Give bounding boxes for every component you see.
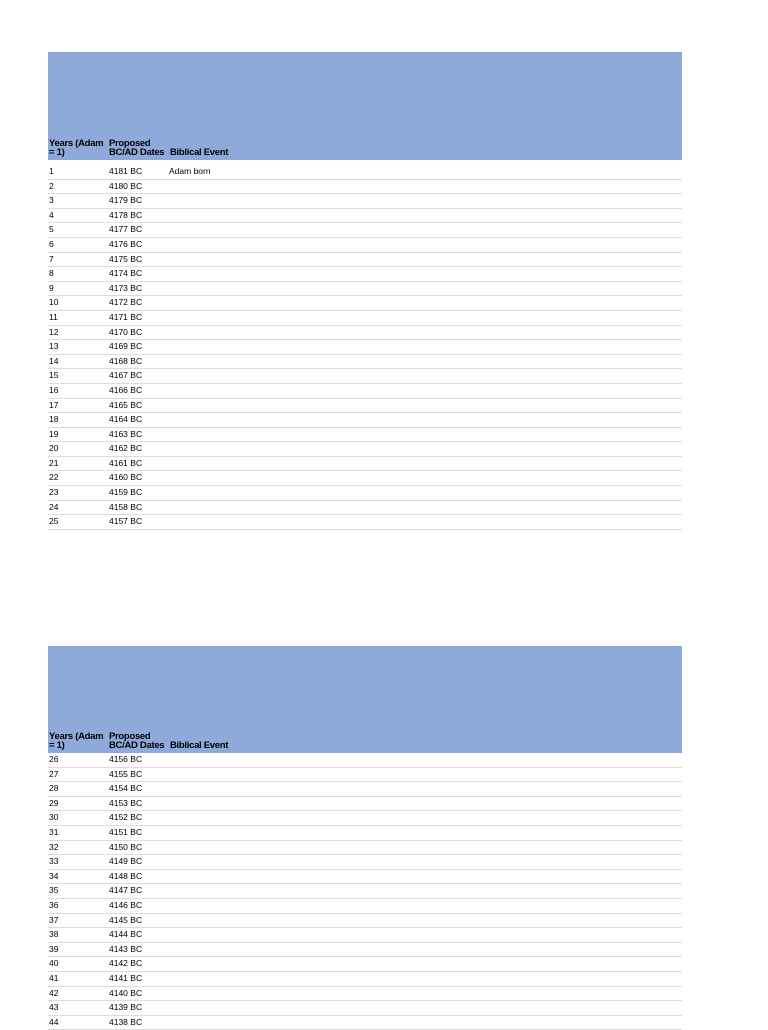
table-row bbox=[48, 870, 682, 885]
table-row bbox=[48, 223, 682, 238]
table-row bbox=[48, 442, 682, 457]
cell-year: 11 bbox=[49, 311, 58, 322]
cell-year: 26 bbox=[49, 754, 59, 764]
cell-date: 4173 BC bbox=[109, 282, 143, 293]
column-header-event: Biblical Event bbox=[170, 740, 229, 751]
cell-year: 19 bbox=[49, 428, 59, 439]
table-row bbox=[48, 753, 682, 768]
table-row bbox=[48, 486, 682, 501]
table-row bbox=[48, 515, 682, 530]
table-row bbox=[48, 1001, 682, 1016]
cell-date: 4169 BC bbox=[109, 341, 143, 352]
cell-date: 4153 BC bbox=[109, 797, 143, 808]
table-row bbox=[48, 194, 682, 209]
cell-year: 33 bbox=[49, 856, 59, 867]
cell-date: 4141 BC bbox=[109, 972, 143, 983]
cell-year: 2 bbox=[49, 180, 54, 191]
table-row bbox=[48, 428, 682, 443]
cell-date: 4158 BC bbox=[109, 501, 143, 512]
table-row bbox=[48, 471, 682, 486]
cell-year: 32 bbox=[49, 841, 59, 852]
cell-date: 4143 BC bbox=[109, 943, 143, 954]
table-header-band bbox=[48, 52, 682, 160]
cell-date: 4175 BC bbox=[109, 253, 143, 264]
cell-year: 13 bbox=[49, 341, 59, 352]
cell-year: 6 bbox=[49, 238, 54, 249]
table-row bbox=[48, 1016, 682, 1030]
cell-date: 4165 BC bbox=[109, 399, 143, 410]
table-row bbox=[48, 384, 682, 399]
cell-date: 4151 BC bbox=[109, 826, 143, 837]
cell-year: 28 bbox=[49, 783, 59, 794]
cell-year: 25 bbox=[49, 516, 59, 527]
cell-year: 14 bbox=[49, 355, 59, 366]
table-row bbox=[48, 768, 682, 783]
cell-date: 4155 BC bbox=[109, 768, 143, 779]
table-row bbox=[48, 296, 682, 311]
cell-date: 4140 BC bbox=[109, 987, 143, 998]
cell-year: 22 bbox=[49, 472, 59, 483]
cell-year: 35 bbox=[49, 885, 59, 896]
cell-date: 4176 BC bbox=[109, 238, 143, 249]
cell-year: 3 bbox=[49, 195, 54, 206]
cell-year: 12 bbox=[49, 326, 59, 337]
cell-date: 4180 BC bbox=[109, 180, 143, 191]
cell-date: 4139 BC bbox=[109, 1002, 143, 1013]
cell-year: 5 bbox=[49, 224, 54, 235]
cell-date: 4144 BC bbox=[109, 929, 143, 940]
table-row bbox=[48, 326, 682, 341]
table-row bbox=[48, 899, 682, 914]
table-row bbox=[48, 928, 682, 943]
table-row bbox=[48, 972, 682, 987]
column-header-dates: Proposed BC/AD Dates bbox=[109, 138, 165, 158]
cell-date: 4174 BC bbox=[109, 268, 143, 279]
cell-date: 4167 BC bbox=[109, 370, 143, 381]
cell-date: 4166 BC bbox=[109, 384, 143, 395]
timeline-table-1 bbox=[48, 52, 682, 530]
cell-year: 41 bbox=[49, 972, 59, 983]
table-row bbox=[48, 253, 682, 268]
cell-date: 4157 BC bbox=[109, 516, 143, 527]
table-row bbox=[48, 340, 682, 355]
cell-year: 1 bbox=[49, 166, 54, 176]
cell-date: 4152 BC bbox=[109, 812, 143, 823]
cell-year: 8 bbox=[49, 268, 54, 279]
cell-date: 4145 BC bbox=[109, 914, 143, 925]
cell-date: 4172 BC bbox=[109, 297, 143, 308]
cell-date: 4142 BC bbox=[109, 958, 143, 969]
cell-year: 15 bbox=[49, 370, 59, 381]
cell-year: 16 bbox=[49, 384, 59, 395]
cell-year: 38 bbox=[49, 929, 59, 940]
cell-year: 37 bbox=[49, 914, 59, 925]
cell-year: 40 bbox=[49, 958, 59, 969]
cell-date: 4171 BC bbox=[109, 311, 143, 322]
cell-year: 44 bbox=[49, 1016, 59, 1027]
cell-date: 4163 BC bbox=[109, 428, 143, 439]
cell-date: 4138 BC bbox=[109, 1016, 143, 1027]
table-row bbox=[48, 855, 682, 870]
cell-year: 24 bbox=[49, 501, 59, 512]
cell-year: 27 bbox=[49, 768, 59, 779]
cell-date: 4177 BC bbox=[109, 224, 143, 235]
cell-date: 4161 BC bbox=[109, 457, 143, 468]
table-row bbox=[48, 399, 682, 414]
column-header-event: Biblical Event bbox=[170, 147, 229, 158]
table-row bbox=[48, 457, 682, 472]
table-row bbox=[48, 501, 682, 516]
table-row bbox=[48, 884, 682, 899]
cell-year: 17 bbox=[49, 399, 59, 410]
cell-date: 4148 BC bbox=[109, 870, 143, 881]
cell-date: 4154 BC bbox=[109, 783, 143, 794]
cell-date: 4164 BC bbox=[109, 414, 143, 425]
table-body bbox=[48, 160, 682, 530]
cell-date: 4159 BC bbox=[109, 487, 143, 498]
table-row bbox=[48, 355, 682, 370]
cell-date: 4179 BC bbox=[109, 195, 143, 206]
cell-date: 4181 BC bbox=[109, 166, 143, 176]
cell-year: 7 bbox=[49, 253, 54, 264]
cell-year: 31 bbox=[49, 826, 59, 837]
table-row bbox=[48, 238, 682, 253]
cell-date: 4150 BC bbox=[109, 841, 143, 852]
table-row bbox=[48, 413, 682, 428]
table-row bbox=[48, 267, 682, 282]
cell-year: 36 bbox=[49, 899, 59, 910]
table-row bbox=[48, 369, 682, 384]
table-row bbox=[48, 943, 682, 958]
timeline-table-2 bbox=[48, 646, 682, 1030]
column-header-years: Years (Adam = 1) bbox=[49, 138, 104, 158]
cell-date: 4162 BC bbox=[109, 443, 143, 454]
cell-year: 42 bbox=[49, 987, 59, 998]
table-row bbox=[48, 282, 682, 297]
cell-year: 18 bbox=[49, 414, 59, 425]
table-row bbox=[48, 811, 682, 826]
cell-year: 4 bbox=[49, 209, 54, 220]
table-row bbox=[48, 797, 682, 812]
cell-year: 23 bbox=[49, 487, 59, 498]
cell-date: 4149 BC bbox=[109, 856, 143, 867]
cell-year: 39 bbox=[49, 943, 59, 954]
table-row bbox=[48, 180, 682, 195]
cell-event: Adam born bbox=[169, 166, 211, 176]
table-row bbox=[48, 782, 682, 797]
cell-date: 4160 BC bbox=[109, 472, 143, 483]
table-row bbox=[48, 209, 682, 224]
cell-year: 21 bbox=[49, 457, 59, 468]
cell-date: 4146 BC bbox=[109, 899, 143, 910]
table-row bbox=[48, 841, 682, 856]
cell-date: 4156 BC bbox=[109, 754, 143, 764]
cell-year: 9 bbox=[49, 282, 54, 293]
column-header-years: Years (Adam = 1) bbox=[49, 731, 104, 751]
table-row bbox=[48, 311, 682, 326]
cell-date: 4168 BC bbox=[109, 355, 143, 366]
table-row bbox=[48, 957, 682, 972]
cell-year: 30 bbox=[49, 812, 59, 823]
cell-year: 20 bbox=[49, 443, 59, 454]
cell-year: 34 bbox=[49, 870, 59, 881]
cell-year: 43 bbox=[49, 1002, 59, 1013]
table-row bbox=[48, 165, 682, 180]
table-row bbox=[48, 826, 682, 841]
table-header-band bbox=[48, 646, 682, 753]
cell-year: 29 bbox=[49, 797, 59, 808]
table-row bbox=[48, 914, 682, 929]
cell-date: 4147 BC bbox=[109, 885, 143, 896]
table-body bbox=[48, 753, 682, 1030]
table-row bbox=[48, 987, 682, 1002]
cell-date: 4170 BC bbox=[109, 326, 143, 337]
cell-date: 4178 BC bbox=[109, 209, 143, 220]
column-header-dates: Proposed BC/AD Dates bbox=[109, 731, 165, 751]
cell-year: 10 bbox=[49, 297, 59, 308]
